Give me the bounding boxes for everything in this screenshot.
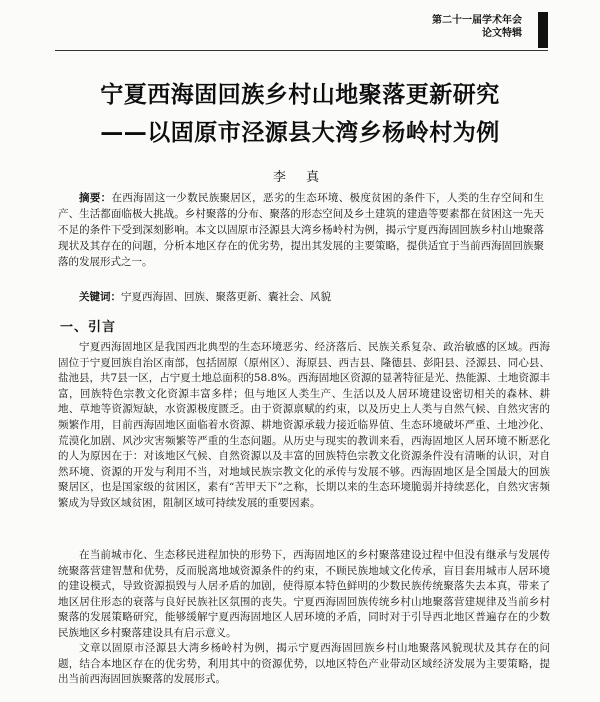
keywords-text: 宁夏西海固、回族、聚落更新、囊社会、风貌 <box>121 291 331 303</box>
abstract-label: 摘要： <box>79 192 112 204</box>
header-bar <box>538 12 548 48</box>
running-head <box>432 14 522 40</box>
keywords-label: 关键词： <box>79 291 121 303</box>
header-rule <box>55 50 548 51</box>
keywords <box>58 289 544 305</box>
body-paragraph: 文章以固原市泾源县大湾乡杨岭村为例，揭示宁夏西海固回族乡村山地聚落风貌现状及其存在的问题，结合本地区存在的优劣势，利用其中的资源优势，以地区特色产业带动区域经济发展为主要策略，提出当前西海固回族聚落的发展形式。 <box>58 642 550 686</box>
body-paragraph: 宁夏西海固地区是我国西北典型的生态环境恶劣、经济落后、民族关系复杂、政治敏感的区域。西海固位于宁夏回族自治区南部，包括固原（原州区）、海原县、西吉县、隆德县、彭阳县、泾源县、同心县、盐池县，共7县一区，占宁夏土地总面积的58.8%。西海固地区资源的显著特征是光、热能源、土地资源丰富，回族特色宗教文化资源丰富多样；但与地区人类生产、生活以及人居环境建设密切相关的森林、耕地、草地等资源短缺，水资源极度匮乏。由于资源禀赋的约束，以及历史上人类与自然气候、自然灾害的频繁作用，目前西海固地区面临着水资源、耕地资源承载力接近临界值、生态环境破坏严重、土地沙化、荒漠化加剧、风沙灾害频繁等严重的生态问题。从历史与现实的教训来看，西海固地区人居环境不断恶化的人为原因在于：对该地区气候、自然资源以及丰富的回族特色宗教文化资源条件没有清晰的认识，对自然环境、资源的开发与利用不当，对地域民族宗教文化的承传与发展不够。西海固地区是全国最大的回族聚居区，也是国家级的贫困区，素有“苦甲天下”之称，长期以来的生态环境脆弱并持续恶化，自然灾害频繁成为导致区域贫困，阻制区域可持续发展的重要因素。 <box>58 341 550 509</box>
body-paragraph: 在当前城市化、生态移民进程加快的形势下，西海固地区的乡村聚落建设过程中但没有继承与发展传统聚落营建智慧和优势，反而脱离地域资源条件的约束，不顾民族地域文化传承，盲目套用城市人居环境的建设模式，导致资源损毁与人居矛盾的加剧，使得原本特色鲜明的少数民族传统聚落失去本真，带来了地区居住形态的衰落与良好民族社区氛围的丧失。宁夏西海固回族传统乡村山地聚落营建规律及当前乡村聚落的发展策略研究，能够缓解宁夏西海固地区人居环境的矛盾，同时对于引导西北地区普遍存在的少数民族地区乡村聚落建设具有启示意义。 <box>58 549 550 639</box>
running-head-line2: 论文特辑 <box>482 28 522 39</box>
abstract <box>58 190 544 270</box>
abstract-text: 在西海固这一少数民族聚居区，恶劣的生态环境、极度贫困的条件下，人类的生存空间和生产、生活都面临极大挑战。乡村聚落的分布、聚落的形态空间及乡土建筑的建造等要素都在贫困这一先天不足的条件下受到深刻影响。本文以固原市泾源县大湾乡杨岭村为例，揭示宁夏西海固回族乡村山地聚落现状及其存在的问题，分析本地区存在的优劣势，提出其发展的主要策略，提供适宜于当前西海固回族聚落的发展形式之一。 <box>58 192 545 268</box>
author: 李 真 <box>272 170 328 185</box>
running-head-line1: 第二十一届学术年会 <box>432 15 522 26</box>
paper-subtitle: ——以固原市泾源县大湾乡杨岭村为例 <box>100 120 500 146</box>
paper-title: 宁夏西海固回族乡村山地聚落更新研究 <box>100 82 500 108</box>
section-heading: 一、引言 <box>60 320 117 335</box>
